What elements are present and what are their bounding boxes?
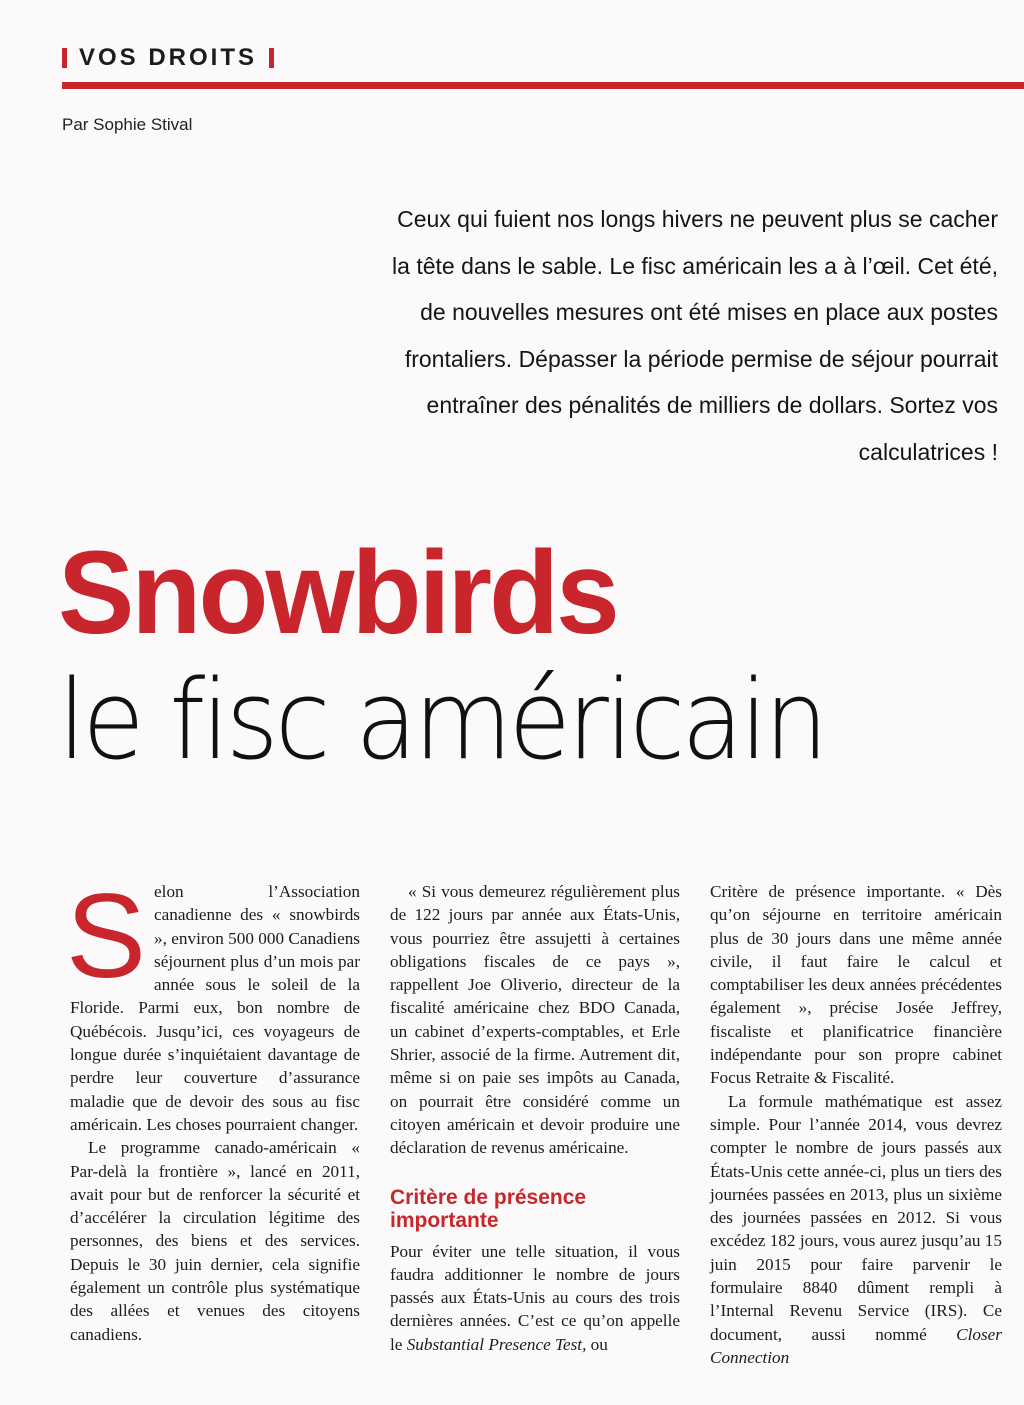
section-subheading: Critère de présence importante [390, 1185, 587, 1232]
paragraph-text: elon l’Association canadienne des « snowbirds », environ 500 000 Canadiens séjournent plus d’un mois par année sous le soleil de la Floride. Parmi eux, bon nombre de Québécois. Jusqu’ici, ces voyageurs de longue durée s’inquiétaient davantage de perdre leur couverture d’assurance maladie que de devoir des sous au fisc américain. Les choses pourraient changer. [70, 882, 360, 1134]
paragraph-text: La formule mathématique est assez simple. Pour l’année 2014, vous devrez compter le nombre de jours passés aux États-Unis cette année-ci, plus un tiers des journées passées en 2013, plus un sixième des journées passées en 2012. Si vous excédez 182 jours, vous aurez jusqu’au 15 juin 2015 pour faire parvenir le formulaire 8840 dûment rempli à l’Internal Revenu Service (IRS). Ce document, aussi nommé [710, 1091, 1002, 1344]
article-column-1 [66, 869, 360, 1346]
italic-term: Closer Connection [710, 1324, 1002, 1367]
subheadline: le fisc américain [58, 656, 825, 784]
article-paragraph: Le programme canado-américain « Par-delà la frontière », lancé en 2011, avait pour but de renforcer la sécurité et d’accélérer la circulation légitime des personnes, des biens et des services. Depuis le 30 juin dernier, cela signifie également un contrôle plus systématique des allées et venues des citoyens canadiens. [70, 1138, 360, 1344]
article-column-3 [710, 880, 1002, 1369]
section-tag [62, 44, 286, 72]
intro-paragraph: Ceux qui fuient nos longs hivers ne peuvent plus se cacher la tête dans le sable. Le fisc américain les a à l’œil. Cet été, de nouvelles mesures ont été mises en place aux postes frontaliers. Dépasser la période permise de séjour pourrait entraîner des pénalités de milliers de dollars. Sortez vos calculatrices ! [392, 206, 998, 465]
article-column-2 [390, 880, 680, 1356]
italic-term: Substantial Presence Test, [406, 1334, 587, 1354]
article-paragraph [390, 1240, 680, 1356]
article-paragraph: Critère de présence importante. « Dès qu’on séjourne en territoire américain plus de 30 jours dans une même année civile, il faut faire le calcul et comptabiliser les deux années précédentes également », précise Josée Jeffrey, fiscaliste et planificatrice financière indépendante pour son propre cabinet Focus Retraite & Fiscalité. [710, 882, 1002, 1088]
section-label: VOS DROITS [79, 44, 258, 71]
article-paragraph [66, 869, 360, 1136]
byline: Par Sophie Stival [62, 115, 193, 134]
article-paragraph: « Si vous demeurez régulièrement plus de 122 jours par année aux États-Unis, vous pourriez être assujetti à certaines obligations fiscales de ce pays », rappellent Joe Oliverio, directeur de la fiscalité américaine chez BDO Canada, un cabinet d’experts-comptables, et Erle Shrier, associé de la firme. Autrement dit, même si on paie ses impôts au Canada, on pourrait être considéré comme un citoyen américain et devoir produire une déclaration de revenus américaine. [390, 882, 680, 1158]
headline: Snowbirds [58, 527, 617, 659]
drop-cap: S [66, 869, 147, 1003]
section-bar-left [62, 48, 67, 68]
paragraph-text-end: ou [590, 1334, 608, 1354]
paragraph-text: Pour éviter une telle situation, il vous faudra additionner le nombre de jours passés aux États-Unis au cours des trois dernières années. C’est ce qu’on appelle le [390, 1241, 680, 1354]
header-rule [62, 82, 1024, 89]
section-bar-right [269, 48, 274, 68]
article-paragraph [710, 1090, 1002, 1370]
